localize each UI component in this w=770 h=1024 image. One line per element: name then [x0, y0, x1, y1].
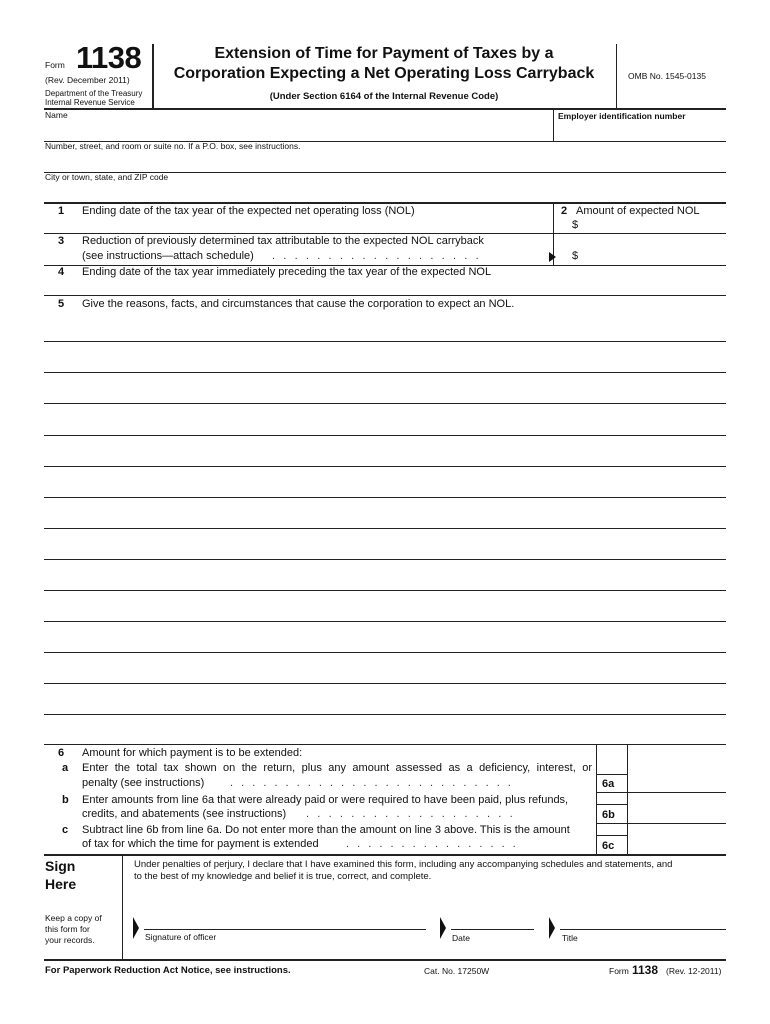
- line-5-writing-rule[interactable]: [44, 683, 726, 684]
- line-2-text: Amount of expected NOL: [576, 205, 700, 217]
- line-4-number: 4: [58, 266, 65, 278]
- signature-line: [144, 929, 426, 930]
- line-5-bottom-rule: [44, 744, 726, 745]
- keep-copy-line-3: your records.: [45, 935, 95, 945]
- line-6b-text-1: Enter amounts from line 6a that were already paid or were required to have been paid, plus refunds,: [82, 794, 569, 806]
- line-5-writing-rule[interactable]: [44, 652, 726, 653]
- line-6a-amount-field[interactable]: [630, 775, 724, 791]
- line-6b-rule: [596, 823, 726, 824]
- revision-date: (Rev. December 2011): [45, 75, 130, 85]
- footer-form-number: 1138: [632, 963, 659, 977]
- keep-copy-line-2: this form for: [45, 924, 90, 934]
- ein-divider: [553, 108, 554, 141]
- line-6b-box-top: [596, 804, 627, 805]
- address-field[interactable]: [45, 153, 723, 171]
- ein-field[interactable]: [558, 122, 724, 140]
- line-5-writing-rule[interactable]: [44, 435, 726, 436]
- form-title-line-1: Extension of Time for Payment of Taxes by a: [214, 45, 554, 62]
- line-6c-letter: c: [62, 824, 69, 836]
- line-6a-text-1: Enter the total tax shown on the return, plus any amount assessed as a deficiency, interest, or: [82, 762, 592, 774]
- line-5-text: Give the reasons, facts, and circumstances that cause the corporation to expect an NOL.: [82, 298, 515, 310]
- line-6b-letter: b: [62, 794, 69, 806]
- date-line: [451, 929, 534, 930]
- footer-revision: (Rev. 12-2011): [666, 966, 722, 976]
- line-6a-rule: [596, 792, 726, 793]
- department-line-2: Internal Revenue Service: [45, 98, 135, 107]
- line-2-number: 2: [561, 205, 568, 217]
- line-6b-amount-field[interactable]: [630, 806, 724, 822]
- line-3-amount-field[interactable]: [584, 248, 724, 263]
- title-label: Title: [562, 933, 578, 943]
- line-3-number: 3: [58, 235, 65, 247]
- line-6b-text-2: credits, and abatements (see instructions): [82, 808, 287, 820]
- line-6-bottom-rule: [44, 854, 726, 856]
- line-3-leader-dots: . . . . . . . . . . . . . . . . . . .: [272, 250, 482, 262]
- header-divider-right: [616, 44, 617, 108]
- line-5-number: 5: [58, 298, 65, 310]
- sign-divider: [122, 854, 123, 959]
- date-field[interactable]: [451, 912, 534, 929]
- line-5-writing-rule[interactable]: [44, 559, 726, 560]
- title-arrow-icon: [549, 917, 555, 944]
- line-4-text: Ending date of the tax year immediately preceding the tax year of the expected NOL: [82, 266, 492, 278]
- form-label: Form: [45, 60, 65, 70]
- department-line-1: Department of the Treasury: [45, 89, 143, 98]
- line-6c-text-2: of tax for which the time for payment is extended: [82, 838, 319, 850]
- line-6c-box-top: [596, 835, 627, 836]
- line-5-writing-rule[interactable]: [44, 621, 726, 622]
- line-5-writing-rule[interactable]: [44, 466, 726, 467]
- perjury-declaration-line-1: Under penalties of perjury, I declare that I have examined this form, including any accompanying schedules and statements, and: [134, 859, 673, 870]
- signature-field[interactable]: [144, 912, 426, 929]
- name-label: Name: [45, 110, 68, 120]
- line-6b-box-label: 6b: [602, 809, 615, 821]
- line-5-writing-rule[interactable]: [44, 590, 726, 591]
- line-6a-box-label: 6a: [602, 778, 615, 790]
- perjury-declaration-line-2: to the best of my knowledge and belief it is true, correct, and complete.: [134, 871, 432, 882]
- line-6c-leader-dots: . . . . . . . . . . . . . . . .: [346, 838, 519, 850]
- omb-number: OMB No. 1545-0135: [628, 71, 706, 81]
- line-4-rule: [44, 295, 726, 296]
- catalog-number: Cat. No. 17250W: [424, 966, 490, 976]
- line-1-field[interactable]: [82, 218, 550, 232]
- line-6a-letter: a: [62, 762, 69, 774]
- line-3-text-a: Reduction of previously determined tax attributable to the expected NOL carryback: [82, 235, 484, 247]
- line-5-writing-rule[interactable]: [44, 403, 726, 404]
- line-6-heading: Amount for which payment is to be extended:: [82, 747, 303, 759]
- officer-title-field[interactable]: [560, 912, 724, 929]
- line-5-writing-rule[interactable]: [44, 714, 726, 715]
- line-6c-amount-field[interactable]: [630, 837, 724, 853]
- title-line: [560, 929, 726, 930]
- line-6-box-divider-left: [596, 744, 597, 854]
- line-6c-text-1: Subtract line 6b from line 6a. Do not enter more than the amount on line 3 above. This is the amount: [82, 824, 570, 836]
- form-title-line-2: Corporation Expecting a Net Operating Loss Carryback: [173, 65, 595, 82]
- line-1-number: 1: [58, 205, 65, 217]
- line-6-number: 6: [58, 747, 65, 759]
- city-state-zip-field[interactable]: [45, 184, 723, 201]
- line-5-writing-rule[interactable]: [44, 497, 726, 498]
- form-number: 1138: [76, 40, 142, 75]
- keep-copy-line-1: Keep a copy of: [45, 913, 102, 923]
- line-6a-box-top: [596, 774, 627, 775]
- line-3-text-b: (see instructions—attach schedule): [82, 250, 254, 262]
- header-bottom-rule: [44, 108, 726, 110]
- signature-label: Signature of officer: [145, 932, 217, 942]
- line-5-writing-rule[interactable]: [44, 372, 726, 373]
- address-label: Number, street, and room or suite no. If a P.O. box, see instructions.: [45, 141, 301, 151]
- line-5-writing-rule[interactable]: [44, 341, 726, 342]
- sign-bottom-rule: [44, 959, 726, 961]
- signature-arrow-icon: [133, 917, 139, 944]
- form-subtitle: (Under Section 6164 of the Internal Revenue Code): [269, 91, 499, 102]
- line-3-dollar-sign: $: [572, 250, 579, 262]
- line-2-dollar-sign: $: [572, 219, 579, 231]
- sign-title-line-2: Here: [45, 876, 77, 892]
- line-6a-leader-dots: . . . . . . . . . . . . . . . . . . . . . . . . . .: [230, 777, 514, 789]
- line-6a-text-2: penalty (see instructions): [82, 777, 205, 789]
- date-label: Date: [452, 933, 470, 943]
- line-6c-box-label: 6c: [602, 840, 615, 852]
- line-1-text: Ending date of the tax year of the expected net operating loss (NOL): [82, 205, 415, 217]
- name-field[interactable]: [45, 122, 550, 140]
- line-6-box-divider-right: [627, 744, 628, 854]
- footer-form-label: Form: [609, 966, 629, 976]
- date-arrow-icon: [440, 917, 446, 944]
- line-5-writing-rule[interactable]: [44, 528, 726, 529]
- line-6b-leader-dots: . . . . . . . . . . . . . . . . . . .: [306, 808, 516, 820]
- sign-title-line-1: Sign: [45, 858, 76, 874]
- ein-label: Employer identification number: [558, 111, 686, 121]
- line-4-field[interactable]: [82, 279, 722, 294]
- line-2-amount-field[interactable]: [584, 218, 724, 232]
- city-label: City or town, state, and ZIP code: [45, 172, 169, 182]
- paperwork-notice: For Paperwork Reduction Act Notice, see instructions.: [45, 965, 291, 976]
